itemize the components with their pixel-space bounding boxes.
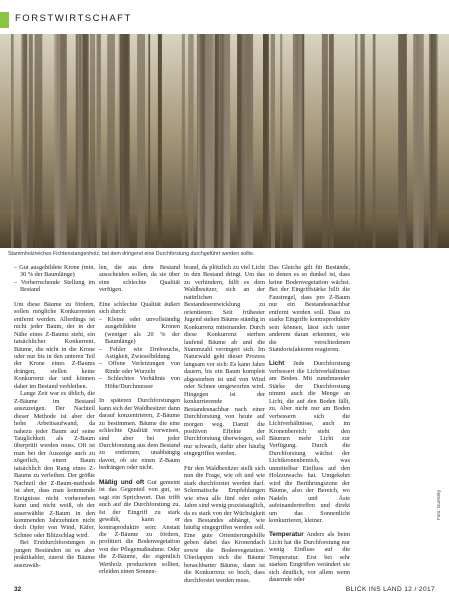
page-footer (0, 584, 449, 596)
tree-trunk (137, 34, 145, 248)
text-column-2 (99, 264, 180, 579)
paragraph: Für den Waldbesitzer stellt sich nun die Frage, wie oft und wie stark durchforstet werden darf. Schematische Empfehlungen wie etwa alle fünf oder zehn Jahre sind wenig praxistauglich, da es stark von der Wüchsigkeit des Bestandes abhängt, wie häufig eingegriffen werden soll. Eine gute Orientierungshilfe geben dabei das Kronendach sowie die Bodenvegetation. Überlappen sich die Bäume benachbarter Bäume, dann ist die Konkurrenz so hoch, dass durchforstet werden muss. (184, 464, 265, 584)
paragraph: Mäßig und oft Gut gemeint ist das Gegenteil von gut, so sagt ein Sprichwort. Das trifft auch auf die Durchforstung zu. Ist der Eingriff zu stark gewählt, kann er kontraproduktiv sein: Anstatt die Z-Bäume zu fördern, profitiert die Bodenvegetation von der Pflegemaßnahme. Oder die Z-Bäume, die eigentlich Wertholz produzieren sollten, erleiden einen Sonnen- (99, 478, 180, 576)
list-item: – Gut ausgebildete Krone (min. 30 % der Baumlänge) (14, 264, 96, 279)
list-item: – Fehler wie Drehwuchs, Astigkeit, Zwieselbildung (99, 345, 180, 360)
quality-list (99, 316, 180, 391)
section-header (0, 12, 449, 28)
tree-trunk (245, 34, 253, 248)
paragraph: In späteren Durchforstungen kann sich der Waldbesitzer dann darauf konzentrieren, Z-Bäume zu bestimmen. Bäume die eine schlechte Qualität verweisen, sind aber bei jeder Durchforstung aus dem Bestand zu entfernen, unabhängig davon, ob sie einen Z-Baum bedrängen oder nicht. (99, 397, 180, 472)
photo-credit: Foto: Guretzky (436, 489, 441, 520)
paragraph: Eine schlechte Qualität äußert sich durch: (99, 300, 180, 316)
tree-trunk (373, 34, 376, 248)
tree-trunk (271, 34, 275, 248)
tree-trunk (83, 34, 89, 248)
paragraph: brand, da plötzlich zu viel Licht in den Bestand dringt. Um das zu verhindern, hilft es dem Waldbesitzer, sich an der natürlichen Bestandesentwicklung zu orientieren: Seit frühester Jugend stehen Bäume ständig in Konkurrenz miteinander. Durch diese Konkurrenz sterben laufend Bäume ab und die Stammzahl verringert sich. Im Naturwald geht dieser Prozess langsam vor sich: Es kann Jahre dauern, bis ein Baum komplett abgestorben ist und von Wind oder Schnee umgeworfen wird. Hingegen ist der konkurrierende Bestandesnachbar nach einer Durchforstung von heute auf morgen weg. Damit die positiven Effekte der Durchforstung überwiegen, soll nur schwach, dafür aber häufig eingegriffen werden. (184, 264, 265, 458)
tree-trunk (198, 34, 200, 248)
tree-trunk (11, 34, 14, 248)
tree-trunk (280, 34, 282, 248)
tree-trunk (237, 34, 242, 248)
tree-trunk (329, 34, 334, 248)
tree-trunk (158, 34, 162, 248)
criteria-list (14, 264, 95, 294)
photo-caption: Stammholzreiches Fichtenstangenholz, bei dem dringend eine Durchforstung durchgeführt werden sollte. (8, 251, 255, 257)
article-body (14, 264, 435, 584)
paragraph: Um diese Bäume zu fördern, sollen mögliche Konkurrenten entfernt werden. Allerdings ist nicht jeder Baum, der in der Nähe eines Z-Baums steht, ein tatsächlicher Konkurrent. Bäume, die nicht in die Krone oder nur bis in den unteren Teil der Krone eines Z-Baums drängen, stellen keine Konkurrenz dar und können daher im Bestand verbleiben. (14, 300, 95, 390)
tree-trunk (35, 34, 43, 248)
tree-trunk (296, 34, 299, 248)
list-item: – Offene Verletzungen von Rinde oder Wurzeln (99, 360, 180, 375)
subheading: Mäßig und oft (99, 478, 145, 486)
paragraph: len, die aus dem Bestand ausscheiden sollen, da sie über eine schlechte Qualität verfügen. (99, 264, 180, 294)
tree-trunk (432, 34, 438, 248)
tree-trunk (182, 34, 185, 248)
paragraph: Bei Erstdurchforstungen in jungen Beständen ist es aber praktikabler, zuerst die Bäume auszuwäh- (14, 539, 95, 569)
tree-trunk (413, 34, 419, 248)
page-number: 32 (14, 586, 22, 593)
magazine-name: BLICK INS LAND 12 / 2017 (345, 586, 435, 593)
tree-trunk (60, 34, 67, 248)
tree-trunk (97, 34, 101, 248)
tree-trunk (124, 34, 130, 248)
tree-trunk (226, 34, 231, 248)
text-column-3 (184, 264, 265, 584)
tree-trunk (76, 34, 78, 248)
forest-image (0, 34, 449, 248)
subheading: Temperatur (269, 531, 304, 539)
forest-photo (0, 34, 449, 248)
tree-trunk (107, 34, 115, 248)
tree-trunk (29, 34, 33, 248)
tree-trunk (355, 34, 358, 248)
section-accent-bar (0, 12, 9, 28)
tree-trunk (188, 34, 193, 248)
tree-trunk (398, 34, 406, 248)
text-column-4 (269, 264, 350, 584)
text-column-1 (14, 264, 95, 579)
list-item: – Kleine oder unvollständig ausgebildete Kronen (weniger als 20 % der Baumlänge) (99, 315, 180, 346)
tree-trunk (23, 34, 27, 248)
tree-trunk (90, 34, 95, 248)
tree-trunk (322, 34, 328, 248)
tree-trunk (148, 34, 150, 248)
tree-trunk (218, 34, 221, 248)
tree-trunk (205, 34, 210, 248)
tree-trunk (263, 34, 268, 248)
paragraph: Das Gleiche gilt für Bestände, in denen es so dunkel ist, dass keine Bodenvegetation wächst. Bei der Eingriffstärke hilft die Faustregel, dass pro Z-Baum nur ein Bestandesnachbar entfernt werden soll. Dass zu starke Eingriffe kontraproduktiv sein können, lässt sich unter anderem daran erkennen, wie die verschiedenen Standortsfaktoren reagieren. (269, 264, 350, 353)
paragraph: Licht Jede Durchforstung verbessert die Lichtverhältnisse am Boden. Mit zunehmender Stärke der Durchforstung nimmt auch die Menge an Licht, die auf den Boden fällt, zu. Aber nicht nur am Boden verbessern sich die Lichtverhältnisse, auch im Kronenbereich steht den Bäumen mehr Licht zur Verfügung. Durch die Durchforstung wächst der Lichtkronenbereich, was unmittelbar Einfluss auf den Holzzuwachs hat. Umgekehrt wird die Berührungszone der Bäume, also der Bereich, wo Nadeln und Äste aufeinandertreffen und direkt um das Sonnenlicht konkurrieren, kleiner. (269, 360, 350, 524)
tree-trunk (241, 34, 245, 248)
section-title: FORSTWIRTSCHAFT (15, 13, 132, 24)
paragraph: Lange Zeit war es üblich, die Z-Bäume im Bestand auszuzeigen. Der Nachteil dieser Methode ist aber der hohe Arbeitsaufwand, da nahezu jeder Baum auf seine Tauglichkeit als Z-Baum überprüft werden muss. Oft ist man bei der Auszeige auch zu zögerlich, einen Baum tatsächlich den Rang eines Z-Baums zu verleihen. Der größte Nachteil der Z-Baum-methode ist aber, dass man kommende Ereignisse nicht vorhersehen kann und nicht weiß, ob der auserwählte Z-Baum in den kommenden Jahrzehnten nicht doch Opfer von Wind, Käfer, Schnee oder Blitzschlag wird. (14, 390, 95, 539)
list-item: – Vorherrschende Stellung im Bestand (14, 278, 95, 294)
tree-trunk (360, 34, 364, 248)
list-item: – Schlechtes Verhältnis von Höhe/Durchmesser (99, 375, 180, 390)
subheading: Licht (269, 360, 285, 368)
paragraph: Temperatur Anders als beim Licht hat die Durchforstung nur wenig Einfluss auf die Temperatur. Erst bei sehr starken Eingriffen verändert sie sich deutlich, vor allem wenn dauernde oder (269, 531, 350, 584)
